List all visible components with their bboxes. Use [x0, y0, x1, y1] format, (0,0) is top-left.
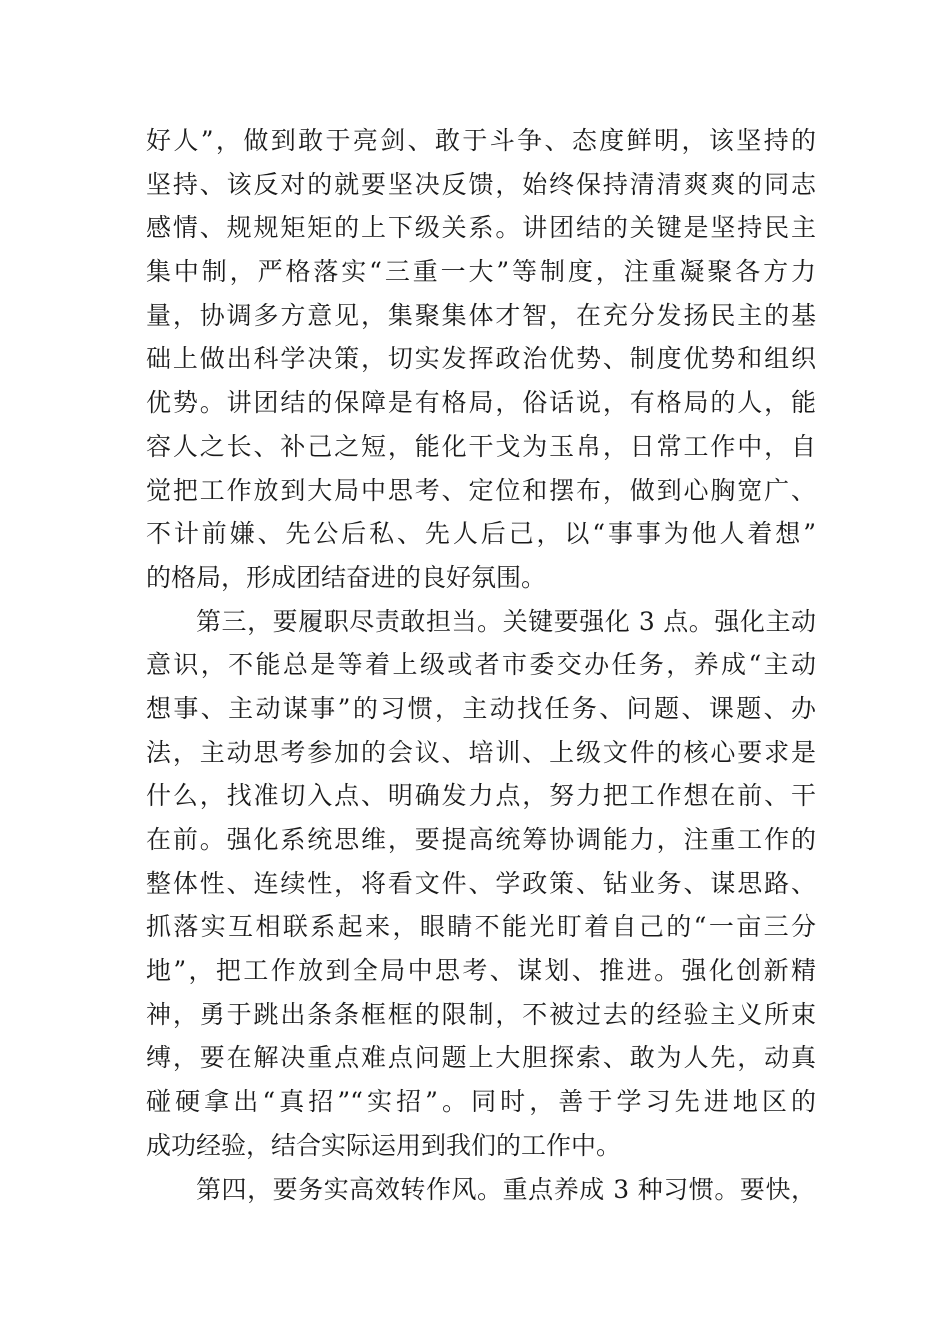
text-line: 础上做出科学决策，切实发挥政治优势、制度优势和组织 — [146, 344, 816, 374]
text-line: 在前。强化系统思维，要提高统筹协调能力，注重工作的 — [146, 825, 816, 854]
text-line: 法，主动思考参加的会议、培训、上级文件的核心要求是 — [146, 737, 816, 767]
text-line: 优势。讲团结的保障是有格局，俗话说，有格局的人，能 — [146, 388, 816, 418]
text-line: 想事、主动谋事”的习惯，主动找任务、问题、课题、办 — [146, 693, 816, 723]
text-line: 意识，不能总是等着上级或者市委交办任务，养成“主动 — [146, 650, 816, 680]
paragraph-start-line: 第三，要履职尽责敢担当。关键要强化 3 点。强化主动 — [196, 606, 816, 636]
text-line: 抓落实互相联系起来，眼睛不能光盯着自己的“一亩三分 — [146, 912, 816, 942]
text-line: 好人”，做到敢于亮剑、敢于斗争、态度鲜明，该坚持的 — [146, 126, 816, 155]
text-line: 整体性、连续性，将看文件、学政策、钻业务、谋思路、 — [146, 868, 816, 898]
text-line: 缚，要在解决重点难点问题上大胆探索、敢为人先，动真 — [146, 1043, 816, 1073]
text-line: 的格局，形成团结奋进的良好氛围。 — [146, 562, 547, 592]
text-line: 成功经验，结合实际运用到我们的工作中。 — [146, 1130, 622, 1160]
text-line: 集中制，严格落实“三重一大”等制度，注重凝聚各方力 — [146, 257, 816, 287]
text-line: 觉把工作放到大局中思考、定位和摆布，做到心胸宽广、 — [146, 475, 816, 505]
text-line: 感情、规规矩矩的上下级关系。讲团结的关键是坚持民主 — [146, 213, 816, 243]
text-line: 容人之长、补己之短，能化干戈为玉帛，日常工作中，自 — [146, 431, 816, 461]
text-line: 地”，把工作放到全局中思考、谋划、推进。强化创新精 — [146, 956, 816, 986]
text-line: 碰硬拿出“真招”“实招”。同时，善于学习先进地区的 — [146, 1087, 816, 1117]
text-line: 量，协调多方意见，集聚集体才智，在充分发扬民主的基 — [146, 300, 816, 330]
text-line: 不计前嫌、先公后私、先人后己，以“事事为他人着想” — [146, 519, 816, 549]
body-text — [146, 119, 816, 1211]
text-line: 什么，找准切入点、明确发力点，努力把工作想在前、干 — [146, 781, 816, 811]
paragraph-start-line: 第四，要务实高效转作风。重点养成 3 种习惯。要快， — [196, 1174, 816, 1204]
text-line: 神，勇于跳出条条框框的限制，不被过去的经验主义所束 — [146, 999, 816, 1029]
text-line: 坚持、该反对的就要坚决反馈，始终保持清清爽爽的同志 — [146, 169, 816, 199]
